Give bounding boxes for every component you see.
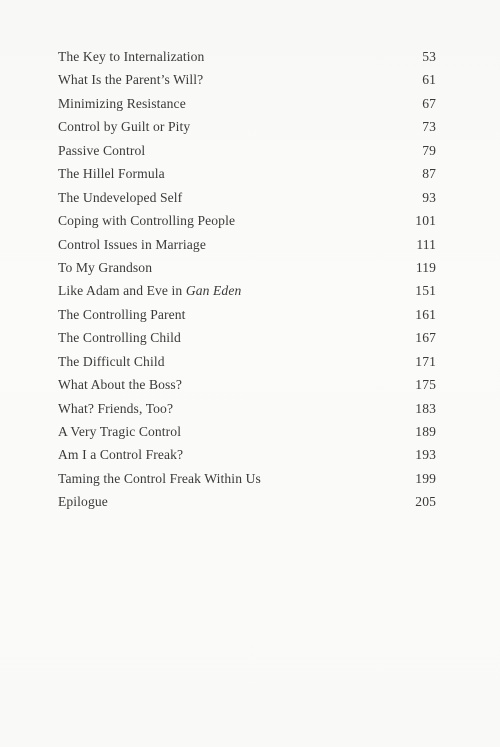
toc-entry-page: 167 [415, 330, 436, 346]
toc-entry [58, 96, 442, 119]
toc-entry-page: 193 [415, 447, 436, 463]
toc-entry-title: The Difficult Child [58, 353, 165, 369]
toc-entry [58, 447, 442, 470]
toc-entry-page: 199 [415, 470, 436, 486]
toc-entry-title: What? Friends, Too? [58, 400, 174, 416]
toc-entry [58, 190, 442, 213]
toc-entry-title: Am I a Control Freak? [58, 447, 184, 463]
toc-entry-page: 119 [415, 259, 436, 275]
toc-entry-title-roman: Like Adam and Eve in [58, 283, 186, 299]
toc-entry-title: The Controlling Child [58, 330, 181, 346]
toc-entry-title: The Undeveloped Self [58, 189, 183, 205]
toc-entry-title: To My Grandson [58, 259, 153, 275]
toc-entry-page: 73 [422, 119, 436, 135]
toc-entry-page: 111 [416, 236, 436, 252]
toc-entry-page: 67 [422, 95, 436, 111]
toc-entry [58, 237, 442, 260]
toc-entry [58, 494, 442, 517]
toc-entry [58, 424, 442, 447]
toc-entry-title: What Is the Parent’s Will? [58, 72, 204, 88]
toc-entry-title: Passive Control [58, 142, 146, 158]
toc-entry [58, 377, 442, 400]
toc-entry-title: Taming the Control Freak Within Us [58, 470, 261, 486]
toc-entry-page: 183 [415, 400, 436, 416]
toc-entry-title: Minimizing Resistance [58, 95, 186, 111]
toc-entry [58, 260, 442, 283]
toc-entry-page: 101 [415, 213, 436, 229]
toc-entry-title: Control by Guilt or Pity [58, 119, 191, 135]
toc-entry [58, 49, 442, 72]
toc-entry-title: Coping with Controlling People [58, 213, 236, 229]
toc-entry [58, 166, 442, 189]
toc-entry-title: A Very Tragic Control [58, 424, 182, 439]
toc-entry-title [58, 283, 241, 299]
toc-entry-title: The Key to Internalization [58, 49, 205, 64]
toc-entry-page: 53 [422, 49, 436, 64]
toc-entry [58, 354, 442, 377]
toc-entry [58, 72, 442, 95]
toc-entry [58, 401, 442, 424]
toc-entry-title: The Hillel Formula [58, 166, 165, 182]
toc-entry-title-italic: Gan Eden [185, 283, 242, 299]
toc-entry-page: 151 [415, 283, 436, 299]
toc-entry-page: 93 [422, 189, 436, 205]
toc-entry [58, 307, 442, 330]
toc-entry-page: 205 [415, 494, 436, 510]
toc-entry-page: 87 [422, 166, 436, 182]
toc-entry [58, 119, 442, 142]
toc-entry-page: 161 [415, 306, 436, 322]
toc-entry-title: The Controlling Parent [58, 306, 186, 322]
toc-entry-page: 61 [422, 72, 436, 88]
toc-entry-title: What About the Boss? [58, 377, 182, 393]
toc-entry-page: 175 [415, 377, 436, 393]
toc-entry-page: 171 [415, 353, 436, 369]
toc-entry [58, 143, 442, 166]
toc-entry [58, 471, 442, 494]
toc-entry-title: Epilogue [58, 494, 108, 510]
toc-entry [58, 213, 442, 236]
toc-entry-page: 79 [422, 142, 436, 158]
toc-entry [58, 330, 442, 353]
toc-entry [58, 283, 442, 306]
table-of-contents [58, 49, 442, 518]
toc-entry-page: 189 [415, 424, 436, 439]
toc-entry-title: Control Issues in Marriage [58, 236, 206, 252]
